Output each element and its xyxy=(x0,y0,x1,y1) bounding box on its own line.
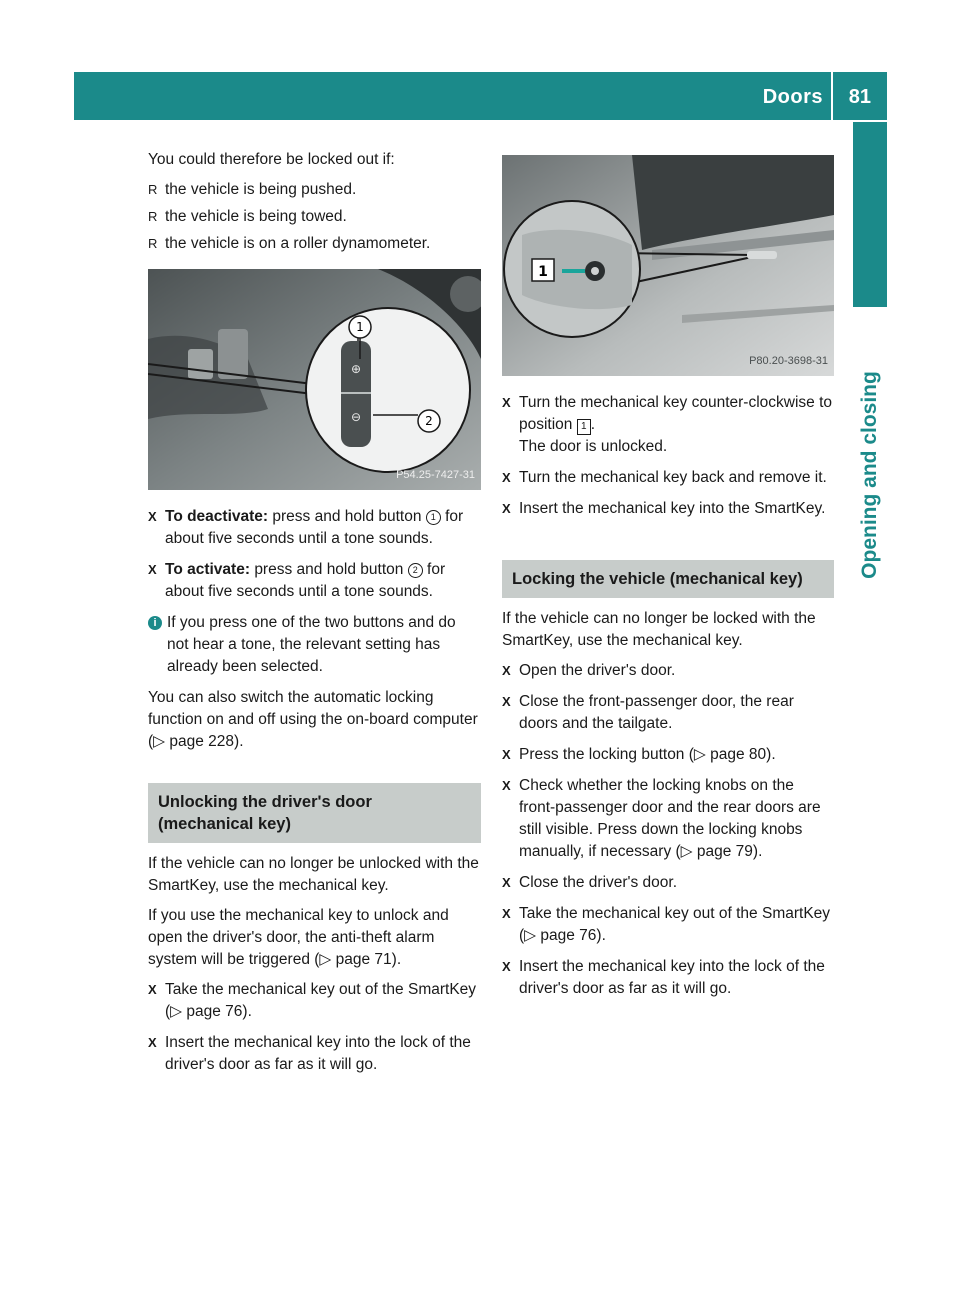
step-marker: X xyxy=(148,562,157,577)
step-text: press and hold button xyxy=(254,561,404,578)
figure-code: P54.25-7427-31 xyxy=(396,469,475,481)
page-header xyxy=(74,72,887,120)
step-text-end: for about five seconds until a tone sounds. xyxy=(165,508,464,547)
step-text: Close the driver's door. xyxy=(519,874,678,891)
step-marker: X xyxy=(502,959,511,974)
figure-code: P80.20-3698-31 xyxy=(749,355,828,367)
unlock-paragraph-2: If you use the mechanical key to unlock and open the driver's door, the anti-theft alarm system will be triggered (▷ page 71). xyxy=(148,907,449,968)
list-item xyxy=(148,206,481,228)
info-icon: i xyxy=(148,616,162,630)
list-item xyxy=(148,179,481,201)
step-marker: X xyxy=(502,395,511,410)
list-item xyxy=(502,775,834,863)
list-item xyxy=(502,498,834,520)
switch-text: You can also switch the automatic locking function on and off using the on-board computer (▷ page 228). xyxy=(148,689,478,750)
figure-callouts xyxy=(148,269,481,490)
step-text: Turn the mechanical key back and remove it. xyxy=(519,469,827,486)
step-text: Open the driver's door. xyxy=(519,662,676,679)
list-item xyxy=(502,744,834,766)
right-column xyxy=(502,155,834,1009)
section-heading-unlocking xyxy=(148,783,481,843)
side-tab xyxy=(841,310,899,640)
section-heading-locking: Locking the vehicle (mechanical key) xyxy=(502,560,834,598)
step-marker: X xyxy=(148,509,157,524)
list-item xyxy=(148,979,481,1023)
left-column xyxy=(148,149,481,1085)
step-marker: X xyxy=(502,747,511,762)
step-text: Insert the mechanical key into the lock of the driver's door as far as it will go. xyxy=(165,1034,471,1073)
position-reference: 1 xyxy=(577,419,591,435)
step-text: Close the front-passenger door, the rear doors and the tailgate. xyxy=(519,693,794,732)
step-label: To activate: xyxy=(165,561,250,578)
chapter-title: Doors xyxy=(762,86,823,108)
step-marker: X xyxy=(148,1035,157,1050)
figure-callout xyxy=(502,155,834,376)
step-text: Press the locking button (▷ page 80). xyxy=(519,746,776,763)
info-note xyxy=(148,612,481,678)
step-result: The door is unlocked. xyxy=(519,438,668,455)
step-text: Turn the mechanical key counter-clockwise to position xyxy=(519,394,833,433)
step-text-end: for about five seconds until a tone sounds. xyxy=(165,561,446,600)
svg-text:⊕: ⊕ xyxy=(350,362,362,376)
step-marker: X xyxy=(502,875,511,890)
intro-text: You could therefore be locked out if: xyxy=(148,151,395,168)
step-text: Insert the mechanical key into the lock of the driver's door as far as it will go. xyxy=(519,958,825,997)
bullet-marker: R xyxy=(148,209,158,224)
list-item xyxy=(502,467,834,489)
svg-text:⊖: ⊖ xyxy=(350,410,362,424)
step-marker: X xyxy=(502,778,511,793)
section-heading-line-1: Unlocking the driver's door xyxy=(158,793,372,811)
step-text: Take the mechanical key out of the SmartKey (▷ page 76). xyxy=(519,905,831,944)
list-item-text: the vehicle is being pushed. xyxy=(165,181,357,198)
bullet-marker: R xyxy=(148,236,158,251)
info-text: If you press one of the two buttons and do not hear a tone, the relevant setting has already been selected. xyxy=(167,614,456,675)
list-item-text: the vehicle is being towed. xyxy=(165,208,347,225)
step-label: To deactivate: xyxy=(165,508,269,525)
list-item xyxy=(502,872,834,894)
step-text: Check whether the locking knobs on the front-passenger door and the rear doors are still visible. Press down the locking knobs manually, if necessary (▷ page 79). xyxy=(519,777,821,860)
callout-2: 2 xyxy=(425,414,433,428)
step-marker: X xyxy=(502,694,511,709)
list-item xyxy=(502,956,834,1000)
list-item xyxy=(502,660,834,682)
callout-1: 1 xyxy=(356,320,364,334)
step-marker: X xyxy=(148,982,157,997)
side-tab-label: Opening and closing xyxy=(858,371,881,579)
button-reference: 1 xyxy=(426,510,441,525)
turn-step xyxy=(502,392,834,458)
callout-1: 1 xyxy=(538,264,548,280)
list-item-text: the vehicle is on a roller dynamometer. xyxy=(165,235,431,252)
step-marker: X xyxy=(502,906,511,921)
list-item xyxy=(148,233,481,255)
step-text-end: . xyxy=(590,416,596,433)
list-item xyxy=(502,903,834,947)
step-marker: X xyxy=(502,501,511,516)
lock-paragraph: If the vehicle can no longer be locked with the SmartKey, use the mechanical key. xyxy=(502,610,816,649)
step-marker: X xyxy=(502,470,511,485)
deactivate-step xyxy=(148,506,481,550)
door-panel-figure xyxy=(148,269,481,490)
side-tab-block xyxy=(853,122,887,307)
section-heading-line-2: (mechanical key) xyxy=(158,815,291,833)
list-item xyxy=(502,691,834,735)
list-item xyxy=(148,1032,481,1076)
bullet-marker: R xyxy=(148,182,158,197)
activate-step xyxy=(148,559,481,603)
step-text: press and hold button xyxy=(272,508,422,525)
button-reference: 2 xyxy=(408,563,423,578)
step-text: Take the mechanical key out of the SmartKey (▷ page 76). xyxy=(165,981,477,1020)
step-marker: X xyxy=(502,663,511,678)
page-number: 81 xyxy=(848,86,871,108)
header-divider xyxy=(831,72,833,120)
door-lock-figure xyxy=(502,155,834,376)
unlock-paragraph-1: If the vehicle can no longer be unlocked with the SmartKey, use the mechanical key. xyxy=(148,855,479,894)
step-text: Insert the mechanical key into the SmartKey. xyxy=(519,500,826,517)
